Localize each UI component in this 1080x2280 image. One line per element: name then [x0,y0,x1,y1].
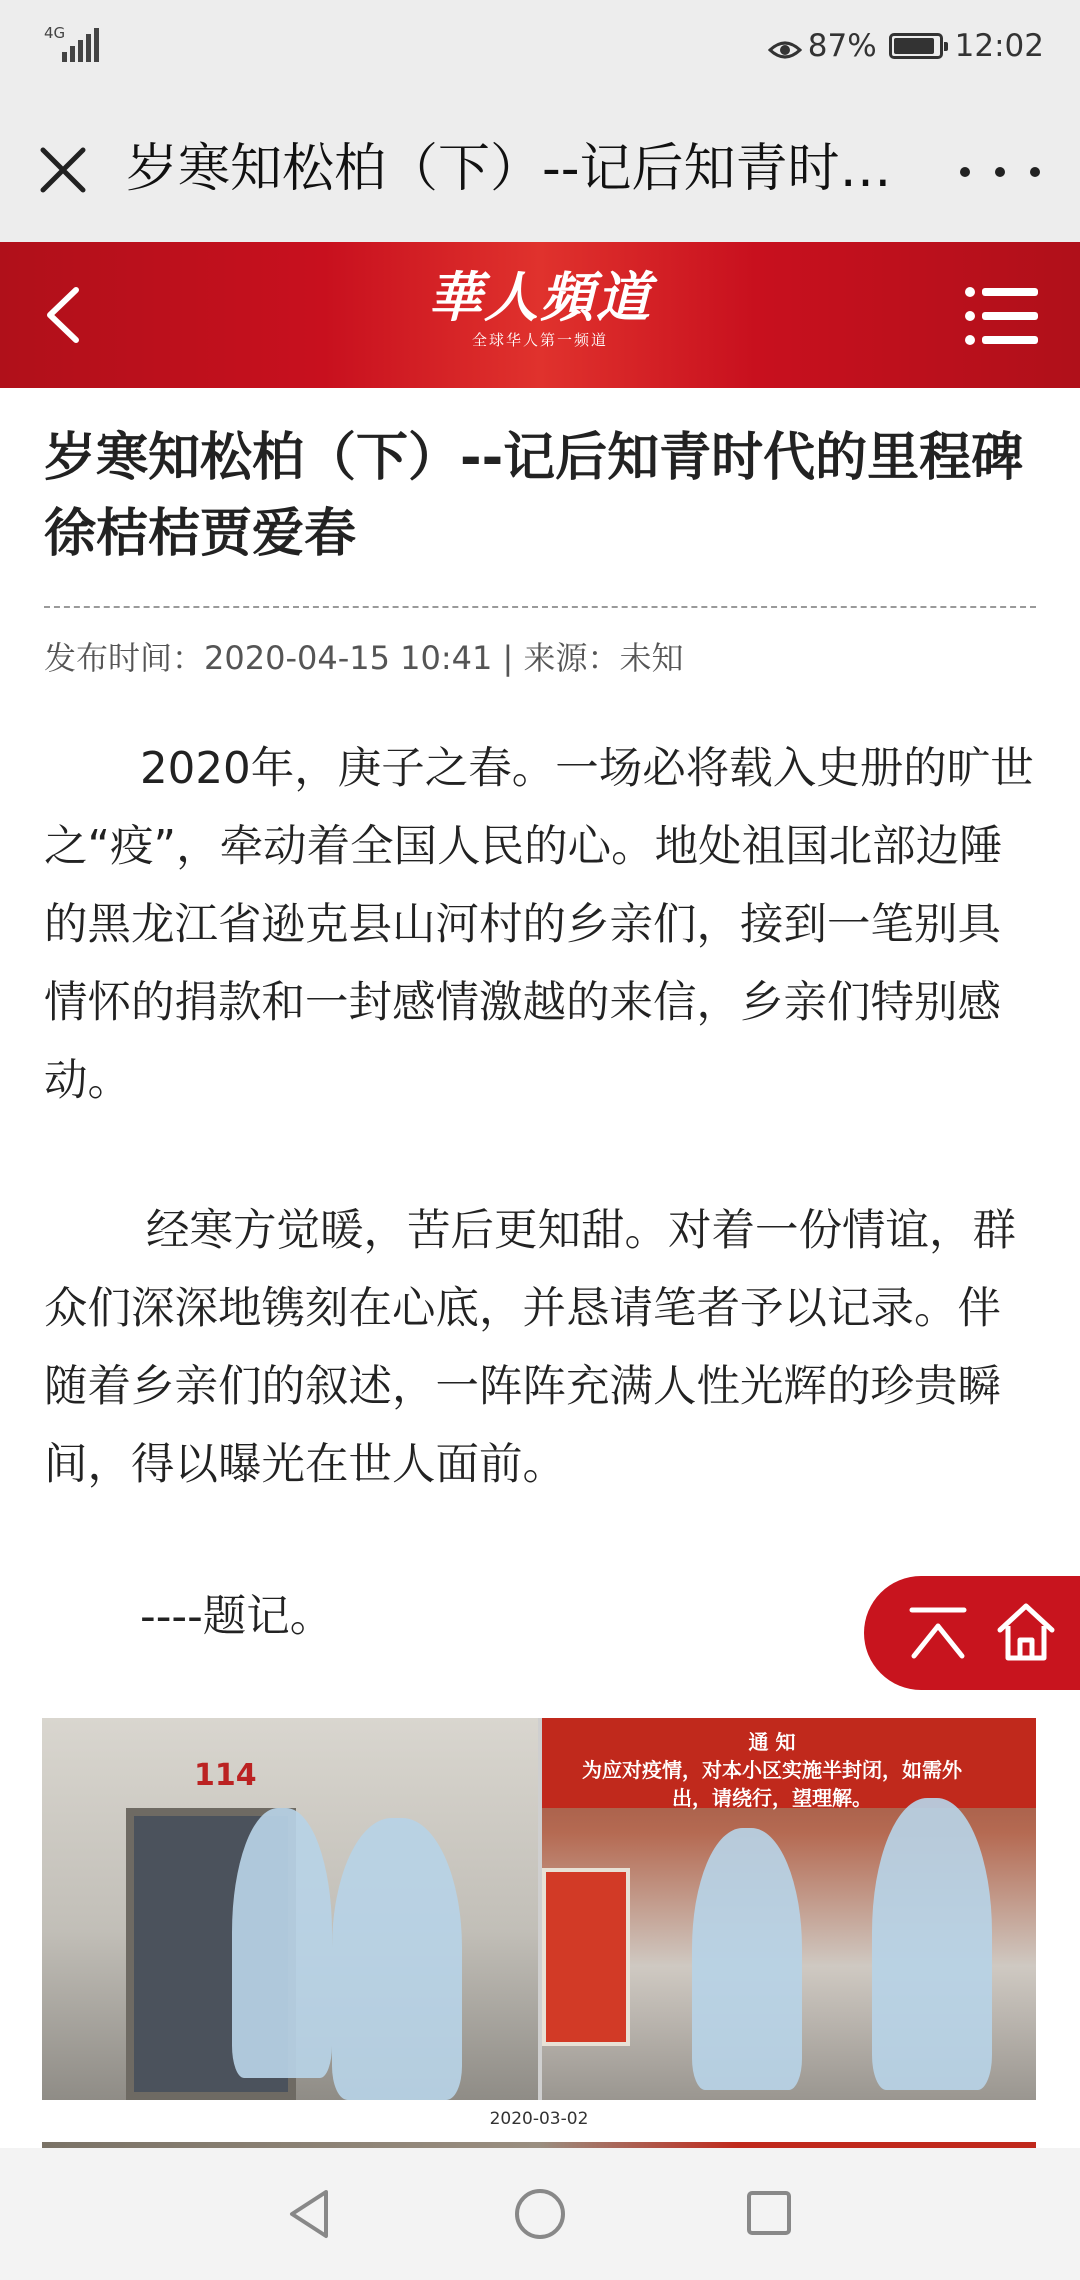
logo-text: 華人頻道 [428,265,652,329]
notice-text: 为应对疫情，对本小区实施半封闭，如需外出，请绕行，望理解。 [582,1758,962,1810]
divider [44,606,1036,608]
photo-right-panel [542,1718,1036,2100]
worker-figure [692,1828,802,2090]
article-meta: 发布时间：2020-04-15 10:41 | 来源：未知 [44,639,684,677]
close-button[interactable] [30,137,96,203]
back-to-top-icon [908,1604,968,1664]
back-icon [36,280,96,350]
notice-banner [542,1718,1036,1808]
home-icon [994,1600,1058,1664]
system-nav-bar [0,2148,1080,2280]
webview-title: 岁寒知松柏（下）--记后知青时… [126,139,892,199]
logo-tagline: 全球华人第一频道 [471,331,608,349]
floating-nav [864,1576,1080,1690]
nav-back-button[interactable] [282,2186,338,2242]
signal-icon [44,26,104,62]
nav-recent-icon [744,2188,794,2238]
battery-icon [889,33,943,59]
site-logo[interactable] [420,264,660,364]
article-paragraph: 经寒方觉暖，苦后更知甜。对着一份情谊，群众们深深地镌刻在心底，并恳请笔者予以记录。伴随着乡亲们的叙述，一阵阵充满人性光辉的珍贵瞬间，得以曝光在世人面前。 [44,1206,1016,1490]
article-paragraph: 2020年，庚子之春。一场必将载入史册的旷世之“疫”，牵动着全国人民的心。地处祖国北部边陲的黑龙江省逊克县山河村的乡亲们，接到一笔别具情怀的捐款和一封感情激越的来信，乡亲们特别感动。 [44,744,1034,1106]
more-button[interactable] [960,152,1040,192]
article-photo[interactable] [42,1718,1036,2100]
nav-recent-button[interactable] [744,2188,794,2238]
menu-icon [964,284,1040,348]
webview-title-bar [0,92,1080,242]
back-to-top-button[interactable] [908,1604,968,1664]
battery-percent: 87% [807,28,877,64]
photo-caption-bar [42,2100,1036,2142]
nav-home-button[interactable] [512,2186,568,2242]
back-button[interactable] [36,280,96,350]
worker-figure [332,1818,462,2100]
door-number: 114 [194,1758,257,1793]
eye-comfort-icon [768,34,802,58]
notice-title: 通 知 [748,1730,796,1754]
network-type: 4G [44,24,66,42]
photo-caption: 2020-03-02 [489,2109,589,2129]
status-bar [0,0,1080,92]
worker-figure [872,1798,992,2090]
site-header [0,242,1080,388]
worker-figure [232,1808,332,2078]
home-button[interactable] [994,1600,1058,1664]
photo-left-panel [42,1718,538,2100]
more-icon [960,167,970,177]
article-title: 岁寒知松柏（下）--记后知青时代的里程碑 徐桔桔贾爱春 [44,428,1024,564]
nav-back-icon [282,2186,338,2242]
nav-home-icon [512,2186,568,2242]
notice-board [542,1868,630,2046]
article-paragraph: ----题记。 [140,1592,334,1642]
close-icon [30,137,96,203]
menu-button[interactable] [964,284,1040,348]
clock: 12:02 [954,28,1044,64]
